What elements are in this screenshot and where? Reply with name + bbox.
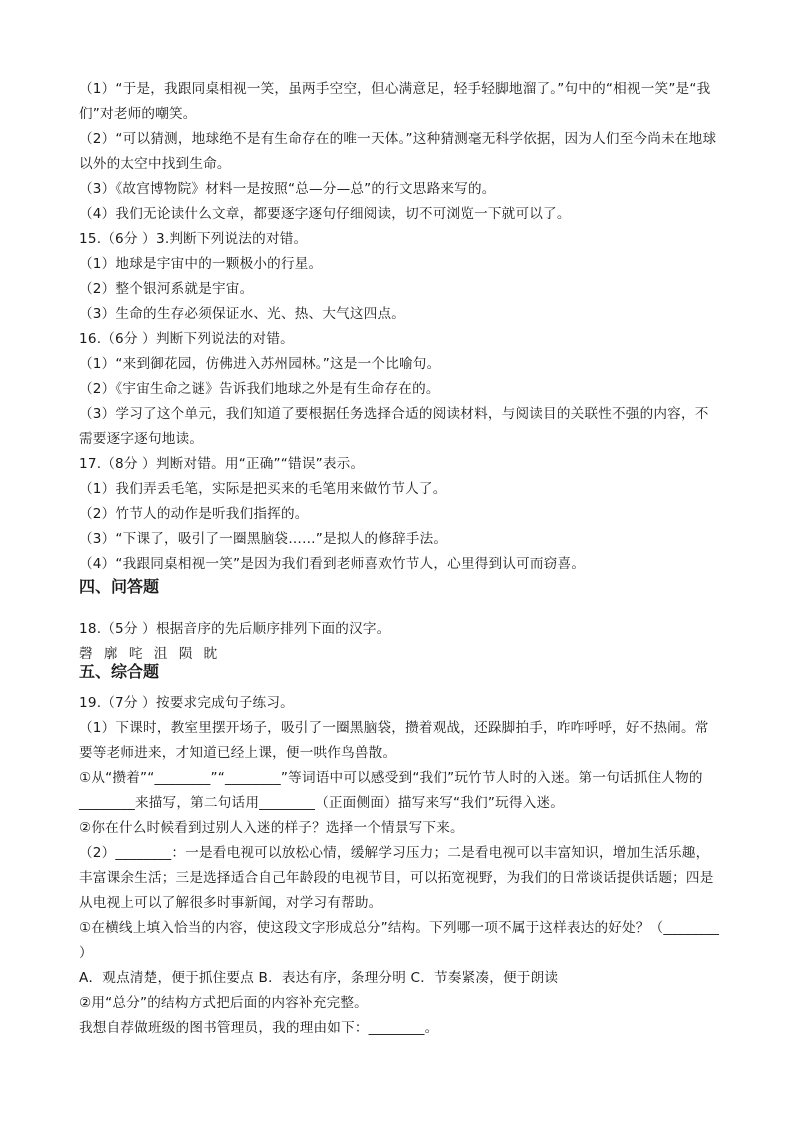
char-item: 磬	[79, 646, 93, 662]
text-line: 15.（6分 ）3.判断下列说法的对错。	[79, 231, 308, 247]
text-line: （2）《宇宙生命之谜》告诉我们地球之外是有生命存在的。	[79, 381, 440, 397]
text-line: 们”对老师的嘲笑。	[79, 106, 197, 122]
text-line: 丰富课余生活；三是选择适合自己年龄段的电视节目，可以拓宽视野，为我们的日常谈话提供话题；四是	[79, 870, 714, 886]
text-line: ________来描写，第二句话用________（正面侧面）描写来写“我们”玩得入迷。	[79, 795, 565, 811]
text-line: ①在横线上填入恰当的内容，使这段文字形成总分”结构。下列哪一项不属于这样表达的好处？（________	[79, 920, 720, 936]
char-item: 陨	[178, 646, 193, 662]
text-line: 我想自荐做班级的图书管理员，我的理由如下：________。	[79, 1020, 439, 1036]
section-heading-qa: 四、问答题	[79, 577, 160, 596]
text-line: A．观点清楚，便于抓住要点 B．表达有序，条理分明 C．节奏紧凑，便于朗读	[79, 970, 559, 986]
text-line: 从电视上可以了解很多时事新闻，对学习有帮助。	[79, 895, 383, 911]
text-line: （2）“可以猜测，地球绝不是有生命存在的唯一天体。”这种猜测毫无科学依据，因为人们至今尚未在地球	[79, 131, 717, 147]
text-line: （2）整个银河系就是宇宙。	[79, 281, 254, 297]
char-item: 咤	[128, 646, 143, 662]
text-line: （2）________：一是看电视可以放松心情，缓解学习压力；二是看电视可以丰富知识，增加生活乐趣，	[79, 845, 710, 861]
text-line: ①从“攒着”“________”“________”等词语中可以感受到“我们”玩竹节人时的入迷。第一句话抓住人物的	[79, 770, 703, 786]
char-item: 廓	[103, 646, 118, 662]
text-line: （3）学习了这个单元，我们知道了要根据任务选择合适的阅读材料，与阅读目的关联性不强的内容，不	[79, 406, 709, 422]
text-line: （1）下课时，教室里摆开场子，吸引了一圈黑脑袋，攒着观战，还跺脚拍手，咋咋呼呼，好不热闹。常	[79, 720, 709, 736]
text-line: 17.（8分 ）判断对错。用“正确”“错误”表示。	[79, 456, 365, 472]
text-line: ②你在什么时候看到过别人入迷的样子？选择一个情景写下来。	[79, 820, 464, 836]
question-18-text: 18.（5分 ）根据音序的先后顺序排列下面的汉字。	[79, 621, 391, 637]
text-line: 以外的太空中找到生命。	[79, 156, 231, 172]
text-line: （4）我们无论读什么文章，都要逐字逐句仔细阅读，切不可浏览一下就可以了。	[79, 206, 571, 222]
text-line: （4）“我跟同桌相视一笑”是因为我们看到老师喜欢竹节人，心里得到认可而窃喜。	[79, 556, 586, 572]
text-line: 要等老师进来，才知道已经上课，便一哄作鸟兽散。	[79, 745, 397, 761]
text-line: （1）“于是，我跟同桌相视一笑，虽两手空空，但心满意足，轻手轻脚地溜了。”句中的“相视一笑”是“我	[79, 81, 711, 97]
text-line: 16.（6分 ）判断下列说法的对错。	[79, 331, 294, 347]
text-line: ②用“总分”的结构方式把后面的内容补充完整。	[79, 995, 368, 1011]
text-line: （2）竹节人的动作是听我们指挥的。	[79, 506, 309, 522]
char-item: 沮	[153, 646, 168, 662]
section-heading-comprehensive: 五、综合题	[79, 662, 160, 681]
text-line: （3）生命的生存必须保证水、光、热、大气这四点。	[79, 306, 406, 322]
text-line: （3）《故宫博物院》材料一是按照“总—分—总”的行文思路来写的。	[79, 181, 496, 197]
text-line: （1）我们弄丢毛笔，实际是把买来的毛笔用来做竹节人了。	[79, 481, 447, 497]
text-line: （1）地球是宇宙中的一颗极小的行星。	[79, 256, 323, 272]
text-line: （3）“下课了，吸引了一圈黑脑袋……”是拟人的修辞手法。	[79, 531, 448, 547]
text-line: （1）“来到御花园，仿佛进入苏州园林。”这是一个比喻句。	[79, 356, 441, 372]
question-18-characters	[79, 645, 224, 663]
text-line: ）	[79, 945, 93, 961]
text-line: 需要逐字逐句地读。	[79, 431, 204, 447]
text-line: 19.（7分 ）按要求完成句子练习。	[79, 695, 294, 711]
char-item: 眈	[203, 646, 218, 662]
